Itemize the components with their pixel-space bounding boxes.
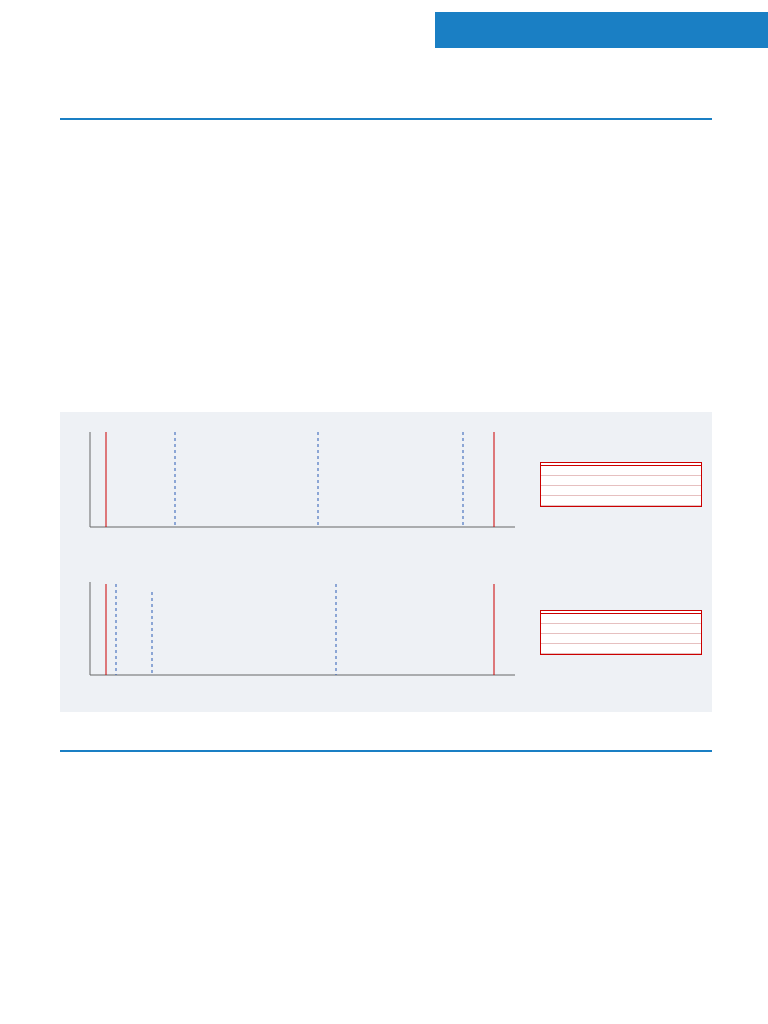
caption-rule — [60, 750, 712, 752]
left-column-bottom — [56, 767, 366, 774]
box-value — [614, 644, 698, 653]
right-column-bottom — [402, 767, 712, 774]
box-value — [614, 466, 698, 475]
box-key — [544, 634, 614, 643]
box-value — [614, 496, 698, 505]
left-column-top — [56, 182, 366, 189]
box-value — [614, 634, 698, 643]
title-rule — [60, 118, 712, 120]
figure-charts — [60, 412, 540, 712]
box-value — [614, 486, 698, 495]
box-key — [544, 614, 614, 623]
box-key — [544, 476, 614, 485]
box-key — [544, 466, 614, 475]
box-value — [614, 624, 698, 633]
box-key — [544, 644, 614, 653]
box-value — [614, 614, 698, 623]
header-bar — [435, 12, 768, 48]
right-column-top — [402, 180, 712, 187]
box-key — [544, 496, 614, 505]
box-key — [544, 486, 614, 495]
capability-box-normal — [540, 462, 702, 507]
capability-box-skewed — [540, 610, 702, 655]
box-key — [544, 624, 614, 633]
box-value — [614, 476, 698, 485]
